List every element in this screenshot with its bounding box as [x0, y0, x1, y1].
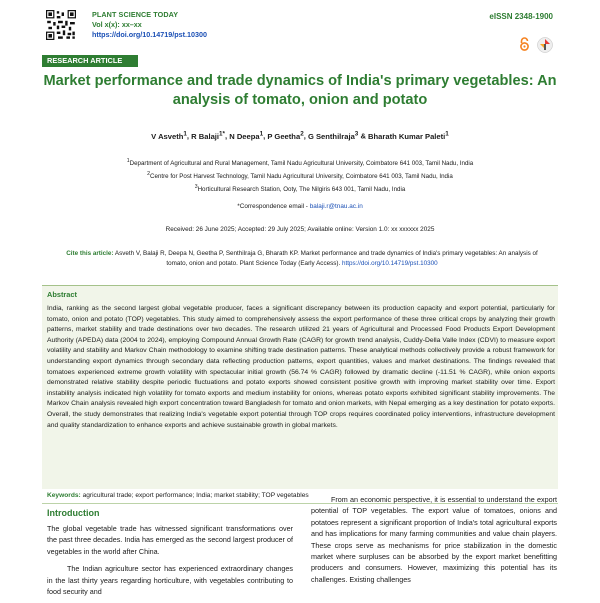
citation-doi-link[interactable]: https://doi.org/10.14719/pst.10300 [342, 259, 438, 267]
affiliation: $^2$Centre for Post Harvest Technology, Tamil Nadu Agricultural University, Coimbatore 641 003, Tamil Nadu, India [147, 171, 453, 181]
paragraph: From an economic perspective, it is essential to understand the export potential of TOP vegetables. The export value of tomatoes, onions and potatoes represent a significant proportion of India's total agricultural exports and has implications for many farming communities and value chain players. These crops serve as mechanisms for price stabilization in the domestic market where surpluses can be absorbed by the export market benefitting producers and consumers. However, maximizing this potential has its challenges. Existing challenges [311, 495, 557, 584]
qr-code-icon [46, 10, 76, 40]
eissn-label: eISSN 2348-1900 [489, 12, 553, 21]
author: G Senthilraja$^3$ [307, 130, 359, 141]
introduction-heading: Introduction [47, 508, 100, 518]
journal-name: PLANT SCIENCE TODAY [92, 10, 179, 19]
abstract-text: India, ranking as the second largest global vegetable producer, faces a significant discrepancy between its production capacity and export potential, particularly for tomato, onion and potato (TOP) vegetables. This study aimed to comprehensively assess the export performance of these three critical crops by analyzing their growth patterns, market stability and trade destinations over two decades. The research utilized 21 years of Agricultural and Processed Food Products Export Development Authority (APEDA) data (2004 to 2024), employing Compound Annual Growth Rate (CAGR) for growth trend analysis, Cuddy-Della Valle Index (CDVI) to measure export volatility and stability and Markov Chain methodology to examine shifting trade destination patterns. These analytical methods collectively provide a robust framework for understanding export dynamics through secondary data reflecting production patterns, export quantities, values and market destinations. The findings revealed that tomatoes experienced extreme growth volatility with spectacular initial growth (56.74 % CAGR) followed by dramatic decline (-11.51 % CAGR), while onion exports demonstrated relative stability despite periodic fluctuations and potato exports showed consistent positive growth with improving market stability over time. Export instability analysis indicated high volatility for tomato exports and medium instability for onions, whereas potato exports exhibited significant stability improvements. The Markov Chain analysis revealed high export concentration toward Bangladesh for tomato and onion markets, with Nepal emerging as a key destination for potato exports. Overall, the study demonstrates that realizing India's vegetable export potential through TOP crops requires coordinated policy interventions, infrastructure development and quality standardization to enhance exports and achieve sustainable growth in global markets. [47, 305, 555, 429]
author: R Balaji$^{1*}$ [191, 130, 225, 141]
paragraph: The global vegetable trade has witnessed significant transformations over the past three decades. India has emerged as the second largest producer of vegetables in the world after China. [47, 524, 293, 556]
article-title: Market performance and trade dynamics of India's primary vegetables: An analysis of tomato, onion and potato [43, 73, 557, 108]
author-list: V Asveth$^1$, R Balaji$^{1*}$, N Deepa$^1$, P Geetha$^2$, G Senthilraja$^3$ & Bharath Kumar Paleti$^1$ [151, 130, 449, 141]
affiliation: $^1$Department of Agricultural and Rural Management, Tamil Nadu Agricultural University, Coimbatore 641 003, Tamil Nadu, India [126, 158, 474, 168]
paragraph: The Indian agriculture sector has experienced extraordinary changes in the last thirty years regarding horticulture, with vegetables contributing to food security and [47, 564, 293, 597]
author: P Geetha$^2$ [267, 130, 304, 141]
affiliation: $^3$Horticultural Research Station, Ooty, The Nilgiris 643 001, Tamil Nadu, India [194, 184, 406, 194]
crossmark-icon[interactable] [537, 37, 553, 53]
affiliations [40, 156, 560, 195]
article-dates: Received: 26 June 2025; Accepted: 29 July 2025; Available online: Version 1.0: xx xxxxxx 2025 [165, 226, 435, 233]
correspondence-label: *Correspondence email - [237, 203, 308, 210]
abstract-heading: Abstract [47, 290, 77, 299]
article-type-badge: RESEARCH ARTICLE [42, 55, 138, 67]
citation-text: Asveth V, Balaji R, Deepa N, Geetha P, Senthilraja G, Bharath KP. Market performance and trade dynamics of India's primary vegetables: An analysis of tomato, onion and potato. Plant Science Today (Early Access). [114, 250, 538, 267]
correspondence-email[interactable]: balaji.r@tnau.ac.in [309, 203, 363, 210]
doi-link[interactable]: https://doi.org/10.14719/pst.10300 [92, 30, 208, 39]
correspondence [40, 203, 560, 210]
author: V Asveth$^1$ [151, 130, 187, 141]
author: N Deepa$^1$ [229, 130, 264, 141]
citation-label: Cite this article: [66, 250, 114, 257]
introduction-column-left [47, 523, 293, 603]
author: Bharath Kumar Paleti$^1$ [368, 130, 449, 141]
journal-info [92, 10, 207, 40]
open-access-icon[interactable] [519, 37, 530, 51]
keywords-text: agricultural trade; export performance; India; market stability; TOP vegetables [82, 492, 309, 499]
volume-info: Vol x(x): xx–xx [92, 20, 142, 29]
keywords-label: Keywords: [47, 492, 81, 499]
introduction-column-right [311, 494, 557, 591]
citation-block [62, 249, 542, 268]
